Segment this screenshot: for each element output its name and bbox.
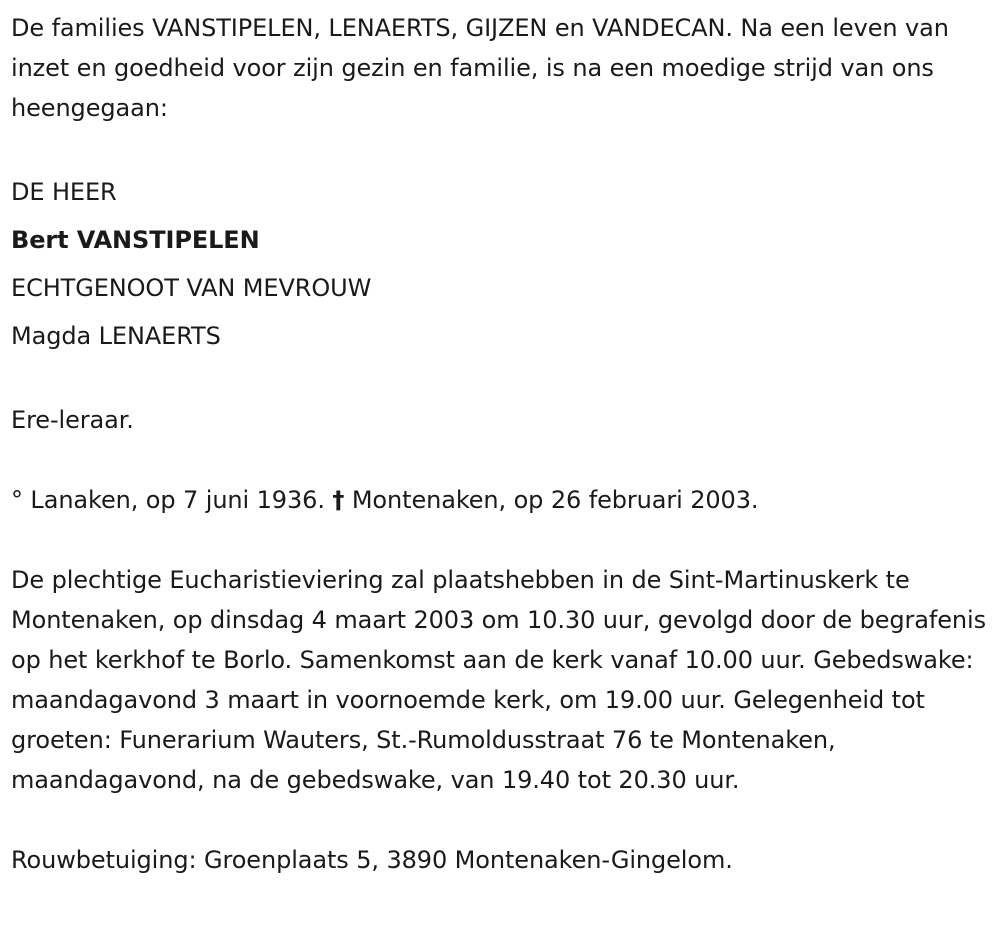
cross-icon: †: [332, 486, 345, 514]
birth-text: Lanaken, op 7 juni 1936.: [22, 486, 333, 514]
condolence-address: Rouwbetuiging: Groenplaats 5, 3890 Montenaken-Gingelom.: [11, 846, 733, 874]
spouse-label: ECHTGENOOT VAN MEVROUW: [11, 274, 372, 302]
spacer: [11, 440, 988, 480]
intro-paragraph: De families VANSTIPELEN, LENAERTS, GIJZEN en VANDECAN. Na een leven van inzet en goedheid voor zijn gezin en familie, is na een moedige strijd van ons heengegaan:: [11, 14, 949, 122]
birth-symbol-icon: °: [11, 486, 23, 514]
death-text: Montenaken, op 26 februari 2003.: [344, 486, 759, 514]
spacer: [11, 520, 988, 560]
profession: Ere-leraar.: [11, 406, 134, 434]
deceased-name: Bert VANSTIPELEN: [11, 226, 260, 254]
spacer: [11, 128, 988, 168]
spouse-name: Magda LENAERTS: [11, 322, 221, 350]
spacer: [11, 360, 988, 400]
ceremony-paragraph: De plechtige Eucharistieviering zal plaatshebben in de Sint-Martinuskerk te Montenaken, op dinsdag 4 maart 2003 om 10.30 uur, gevolgd door de begrafenis op het kerkhof te Borlo. Samenkomst aan de kerk vanaf 10.00 uur. Gebedswake: maandagavond 3 maart in voornoemde kerk, om 19.00 uur. Gelegenheid tot groeten: Funerarium Wauters, St.-Rumoldusstraat 76 te Montenaken, maandagavond, na de gebedswake, van 19.40 tot 20.30 uur.: [11, 566, 987, 794]
title-line: DE HEER: [11, 178, 117, 206]
birth-death-line: [11, 480, 988, 520]
spacer: [11, 800, 988, 840]
